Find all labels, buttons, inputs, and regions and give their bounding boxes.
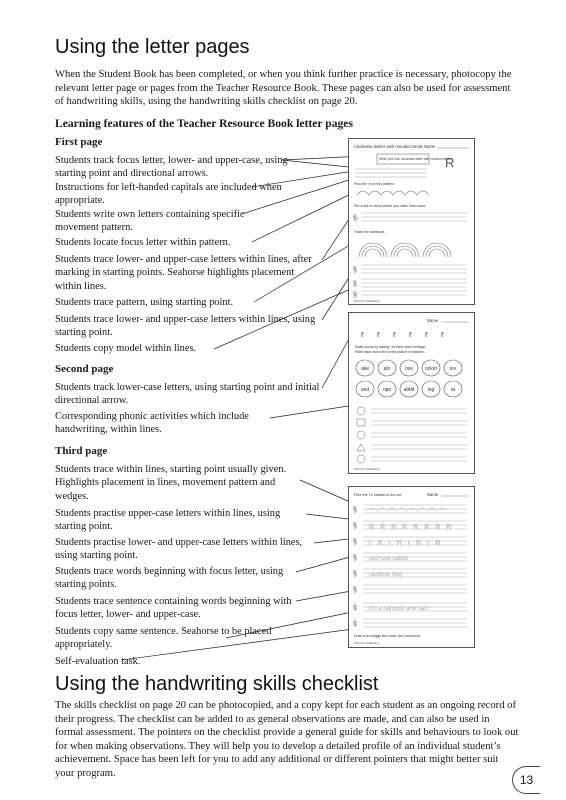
thumb3-question: Draw a red wiggly line under your best word.	[354, 634, 421, 638]
seahorse-icon: §	[353, 621, 357, 628]
second-page-item: Corresponding phonic activities which include handwriting, within lines.	[55, 411, 249, 436]
first-page-item: Instructions for left-handed capitals are included when appropriate.	[55, 182, 282, 207]
thumb1-find-text: Find the r's in this pattern.	[354, 182, 396, 186]
seahorse-icon: §	[353, 605, 357, 612]
third-page-item: Students trace sentence containing words beginning with focus letter, lower- and upper-case.	[55, 596, 292, 621]
first-page-item: Students trace lower- and upper-case letters within lines, using starting point.	[55, 314, 316, 339]
intro-paragraph: When the Student Book has been completed, or when you think further practice is necessary, photocopy the relevant letter page or pages from the Teacher Resource Book. These pages can also be used for assessment of handwriting skills, using the handwriting skills checklist on page 20.	[55, 69, 512, 108]
section-title-letter-pages: Using the letter pages	[55, 36, 250, 58]
third-page-item: Students trace words beginning with focus letter, using starting points.	[55, 566, 284, 591]
seahorse-icon: §	[353, 523, 357, 530]
seahorse-icon: §	[353, 571, 357, 578]
thumb1-name-label: Name	[424, 144, 436, 149]
second-page-item: Students track lower-case letters, using starting point and initial directional arrow.	[55, 382, 320, 407]
first-page-thumbnail	[348, 138, 475, 305]
seahorse-icon: §	[353, 267, 357, 274]
third-page-item: Self-evaluation task.	[55, 656, 141, 667]
picture-icon	[357, 455, 365, 463]
track-letter: r	[361, 329, 364, 339]
third-page-item: Students copy same sentence. Seahorse to be placed appropriately.	[55, 626, 272, 651]
thumb3-phrase2: rainbow ring	[369, 572, 402, 578]
second-page-thumbnail-art	[349, 313, 474, 473]
drop-word: ain	[383, 366, 391, 372]
third-page-item: Students practise upper-case letters within lines, using starting point.	[55, 508, 281, 533]
thumb2-footer: Prim-Ed Publishing	[354, 467, 380, 471]
drop-word: ice	[449, 366, 457, 372]
thumb1-title: Clockwise letters with rounded stroke	[354, 144, 424, 149]
third-page-thumbnail	[348, 486, 475, 648]
learning-features-heading: Learning features of the Teacher Resource Book letter pages	[55, 117, 353, 130]
thumb2-instruction1: Make words by adding r to these word endings.	[355, 345, 427, 349]
first-page-item: Students write own letters containing specific movement pattern.	[55, 209, 245, 234]
thumb2-instruction2: Write each word next to the picture it matches.	[355, 350, 425, 354]
picture-icon	[357, 431, 365, 439]
thumb3-footer: Prim-Ed Publishing	[354, 641, 380, 645]
seahorse-icon: §	[353, 292, 357, 299]
first-page-item: Students locate focus letter within pattern.	[55, 237, 231, 248]
page-number: 13	[512, 766, 540, 794]
track-letter: r	[409, 329, 412, 339]
thumb1-lefthand-note: Write your own clockwise letter with rounded stroke.	[379, 157, 453, 161]
second-page-thumbnail	[348, 312, 475, 474]
drop-word: ocket	[425, 366, 437, 372]
thumb3-sentence: I'm a rainbow and rain	[369, 606, 428, 612]
svg-text:rRrRrRrR: rRrRrRrR	[369, 540, 447, 547]
third-page-heading: Third page	[55, 445, 108, 457]
seahorse-icon: §	[353, 215, 357, 222]
track-letter: r	[377, 329, 380, 339]
first-page-item: Students trace pattern, using starting point.	[55, 297, 234, 308]
seahorse-icon: §	[353, 507, 357, 514]
thumb3-phrase1: red rose rabbit	[369, 556, 408, 562]
first-page-heading: First page	[55, 136, 103, 148]
first-page-item: Students track focus letter, lower- and upper-case, using starting point and directional arrows.	[55, 155, 288, 180]
drop-word: abbit	[403, 387, 415, 393]
third-page-item: Students practise lower- and upper-case letters within lines, using starting point.	[55, 537, 303, 562]
drop-word: ake	[360, 366, 370, 372]
section-title-checklist: Using the handwriting skills checklist	[55, 673, 379, 695]
first-page-thumbnail-art	[349, 139, 474, 304]
thumb1-footer: Prim-Ed Publishing	[354, 299, 380, 303]
picture-icon	[357, 419, 365, 426]
seahorse-icon: §	[353, 281, 357, 288]
drop-word: ope	[382, 387, 392, 393]
drop-word: at	[450, 387, 456, 393]
thumb3-name-label: Name	[427, 492, 439, 497]
track-letter: r	[441, 329, 444, 339]
first-page-item: Students trace lower- and upper-case letters within lines, after marking in starting points. Seahorse highlights placement within lines.	[55, 254, 312, 292]
track-letter: r	[393, 329, 396, 339]
svg-text:RRRRRRRR: RRRRRRRR	[369, 524, 458, 531]
thumb1-draw-text: Put a dot to show where you start, then trace.	[354, 204, 427, 208]
third-page-thumbnail-art	[349, 487, 474, 647]
checklist-paragraph: The skills checklist on page 20 can be photocopied, and a copy kept for each student as an ongoing record of their progress. The checklist can be added to as general observations are made, and can also be used in formal assessment. The pointers on the checklist provide a general guide for skills and behaviours to look out for when making observations. They will help you to develop a detailed profile of an individual student’s achievement. Space has been left for you to add any additional or different pointers that might better suit your program.	[55, 700, 519, 779]
seahorse-icon: §	[353, 587, 357, 594]
seahorse-icon: §	[353, 555, 357, 562]
thumb3-title: Find the r's hidden in the ice.	[354, 493, 403, 497]
track-letter: r	[425, 329, 428, 339]
second-page-heading: Second page	[55, 363, 114, 375]
picture-icon	[357, 444, 365, 451]
seahorse-icon: §	[353, 539, 357, 546]
picture-icon	[357, 407, 365, 415]
thumb2-name-label: Name	[427, 318, 439, 323]
thumb1-rainbow-text: Trace the rainbows.	[354, 230, 386, 234]
drop-word: ose	[404, 366, 414, 372]
first-page-item: Students copy model within lines.	[55, 343, 197, 354]
drop-word: and	[360, 387, 370, 393]
drop-word: ing	[427, 387, 435, 393]
big-r-glyph: R	[445, 155, 455, 170]
third-page-item: Students trace within lines, starting point usually given. Highlights placement in lines, movement pattern and wedges.	[55, 464, 287, 502]
